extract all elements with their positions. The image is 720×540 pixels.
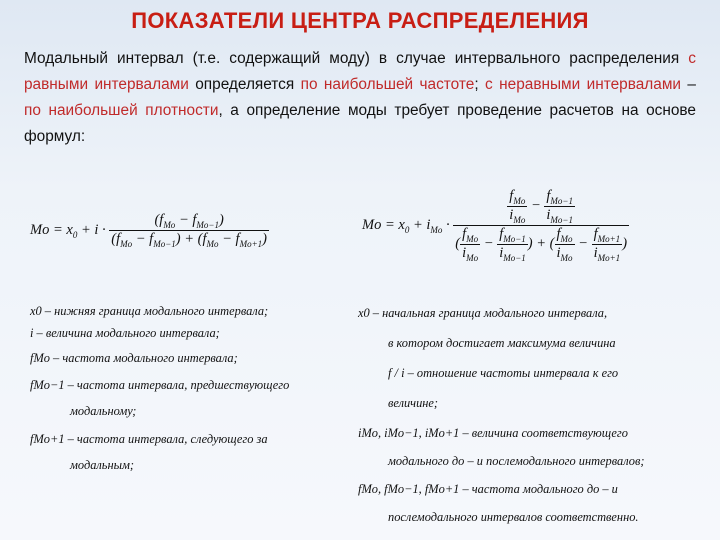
intro-highlight-unequal-intervals: с неравными интервалами bbox=[485, 76, 682, 93]
intro-text-5: , а определение моды требует проведение расчетов на основе формул: bbox=[24, 102, 696, 145]
intro-highlight-equal-intervals: с равными интервалами bbox=[24, 50, 696, 93]
mode-formula-equal-intervals: $Mo = x_0 + i$ · $\frac{(f_{Mo} - f_{Mo-1})}{(f_{Mo} - f_{Mo-1}) + (f_{Mo} - f_{Mo+1})}$ bbox=[30, 212, 268, 249]
slide-title: ПОКАЗАТЕЛИ ЦЕНТРА РАСПРЕДЕЛЕНИЯ bbox=[131, 8, 589, 33]
def-right-f: fMo, fMo−1, fMo+1 – частота модального до – и bbox=[358, 482, 618, 496]
intro-highlight-max-density: по наибольшей плотности bbox=[24, 102, 219, 119]
def-right-i-cont: модального до – и послемодального интервалов; bbox=[388, 454, 645, 468]
intro-paragraph bbox=[24, 46, 696, 150]
def-right-x0: x0 – начальная граница модального интервала, bbox=[358, 306, 608, 320]
left-definitions bbox=[30, 304, 350, 484]
def-right-f-cont: послемодального интервалов соответственно. bbox=[388, 510, 639, 524]
def-fmo-minus: fMo−1 – частота интервала, предшествующего bbox=[30, 378, 290, 392]
intro-text-1: Модальный интервал (т.е. содержащий моду) в случае интервального распределения bbox=[24, 50, 689, 67]
def-fmo: fMo – частота модального интервала; bbox=[30, 351, 238, 365]
mode-formula-unequal-intervals: $Mo = x_0 + i_{Mo}$ · $\frac{f_{Mo}}{i_{Mo}}$ − $\frac{f_{Mo-1}}{i_{Mo-1}}$ ( $\frac{f_{Mo}}{i_{Mo}}$ − $\frac{f_{Mo-1}}{i_{Mo-1}}$ ) + ( $\frac{f_{Mo}}{i_{Mo}}$ − $\frac{f_{Mo+1}}{i_{Mo+1}}$ ) bbox=[362, 188, 628, 263]
intro-text-2: определяется bbox=[188, 76, 301, 93]
def-right-fi-cont: величине; bbox=[388, 396, 439, 410]
def-right-fi: f / i – отношение частоты интервала к его bbox=[388, 366, 619, 380]
def-fmo-plus: fMo+1 – частота интервала, следующего за bbox=[30, 432, 268, 446]
intro-highlight-max-frequency: по наибольшей частоте bbox=[300, 76, 475, 93]
intro-text-4: – bbox=[681, 76, 696, 93]
def-i: i – величина модального интервала; bbox=[30, 326, 220, 340]
def-fmo-plus-cont: модальным; bbox=[70, 458, 135, 472]
def-fmo-minus-cont: модальному; bbox=[70, 404, 137, 418]
right-definitions bbox=[358, 306, 708, 528]
intro-text-3: ; bbox=[474, 76, 486, 93]
def-right-x0-cont: в котором достигает максимума величина bbox=[388, 336, 616, 350]
def-x0: x0 – нижняя граница модального интервала; bbox=[30, 304, 269, 318]
def-right-i: iMo, iMo−1, iMo+1 – величина соответствующего bbox=[358, 426, 628, 440]
